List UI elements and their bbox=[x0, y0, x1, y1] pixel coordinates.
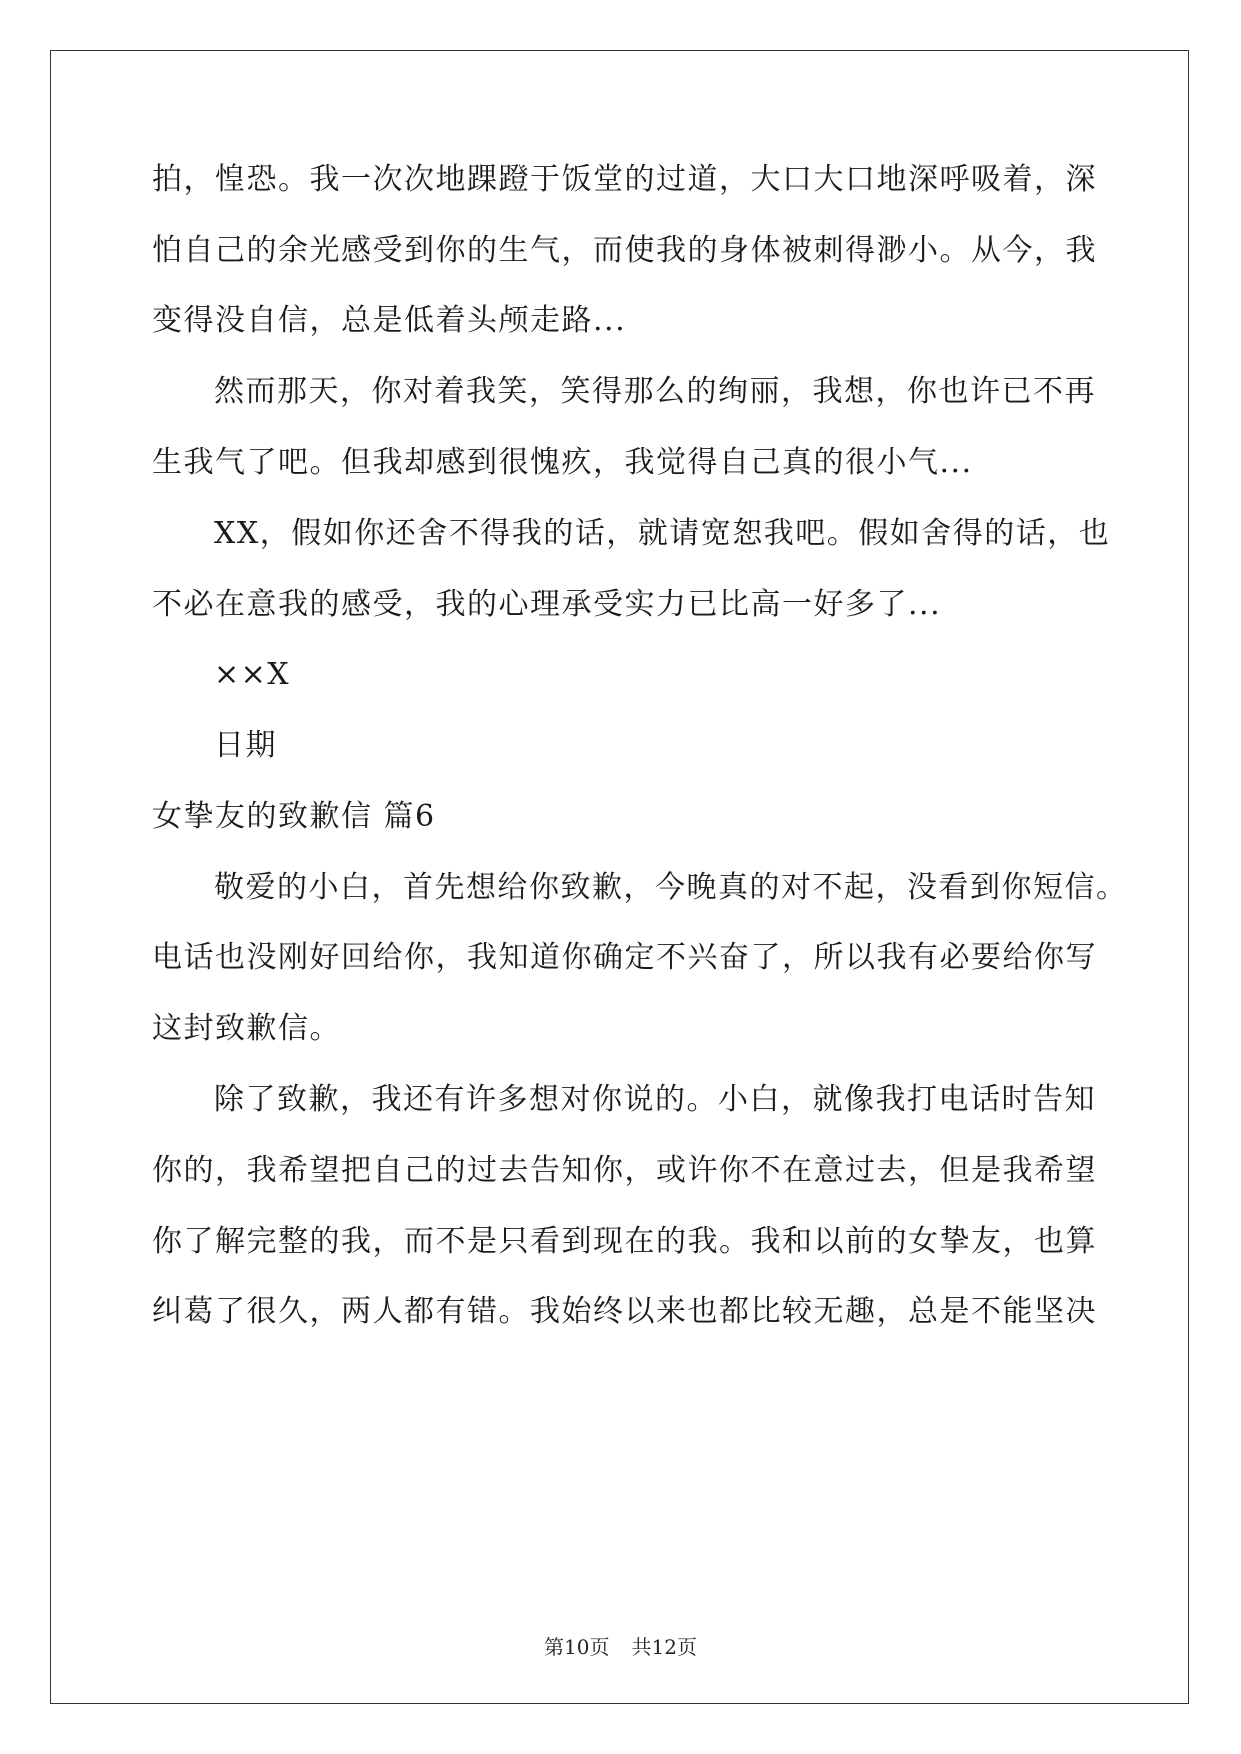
text-line: 你的，我希望把自己的过去告知你，或许你不在意过去，但是我希望 bbox=[152, 1153, 1097, 1188]
paragraph-start-line: XX，假如你还舍不得我的话，就请宽恕我吧。假如舍得的话，也 bbox=[214, 516, 1111, 551]
text-line: 这封致歉信。 bbox=[152, 1011, 341, 1046]
text-line: 你了解完整的我，而不是只看到现在的我。我和以前的女挚友，也算 bbox=[152, 1224, 1097, 1259]
paragraph-start-line: 敬爱的小白，首先想给你致歉，今晚真的对不起，没看到你短信。 bbox=[214, 870, 1128, 905]
page-number: 第10页 bbox=[544, 1635, 610, 1659]
signature-name: ××X bbox=[214, 657, 291, 692]
text-line: 怕自己的余光感受到你的生气，而使我的身体被刺得渺小。从今，我 bbox=[152, 233, 1097, 268]
section-heading: 女挚友的致歉信 篇6 bbox=[152, 799, 436, 834]
page-footer bbox=[0, 1635, 1241, 1659]
paragraph-start-line: 除了致歉，我还有许多想对你说的。小白，就像我打电话时告知 bbox=[214, 1082, 1096, 1117]
text-line: 变得没自信，总是低着头颅走路... bbox=[152, 303, 627, 338]
paragraph-start-line: 然而那天，你对着我笑，笑得那么的绚丽，我想，你也许已不再 bbox=[214, 374, 1096, 409]
text-line: 拍，惶恐。我一次次地踝蹬于饭堂的过道，大口大口地深呼吸着，深 bbox=[152, 162, 1097, 197]
text-line: 生我气了吧。但我却感到很愧疚，我觉得自己真的很小气... bbox=[152, 445, 973, 480]
signature-date: 日期 bbox=[214, 728, 277, 763]
text-line: 不必在意我的感受，我的心理承受实力已比高一好多了... bbox=[152, 587, 942, 622]
text-line: 电话也没刚好回给你，我知道你确定不兴奋了，所以我有必要给你写 bbox=[152, 940, 1097, 975]
page-total: 共12页 bbox=[631, 1635, 697, 1659]
text-line: 纠葛了很久，两人都有错。我始终以来也都比较无趣，总是不能坚决 bbox=[152, 1294, 1097, 1329]
